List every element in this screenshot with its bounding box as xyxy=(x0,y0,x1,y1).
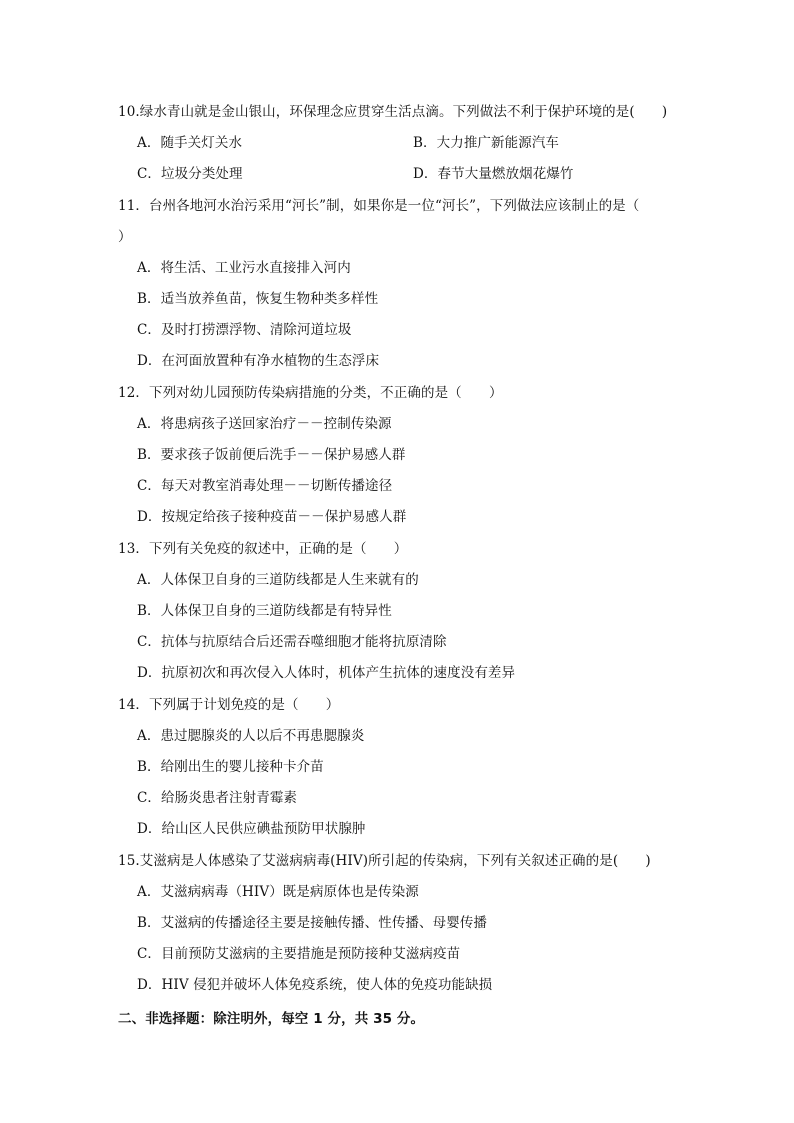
question-10-option-a: A．随手关灯关水 xyxy=(137,135,243,151)
question-15-option-b: B．艾滋病的传播途径主要是接触传播、性传播、母婴传播 xyxy=(137,915,488,931)
question-14-stem: 14．下列属于计划免疫的是（ ） xyxy=(118,697,340,713)
question-13-stem: 13．下列有关免疫的叙述中，正确的是（ ） xyxy=(118,541,408,557)
question-12-stem: 12．下列对幼儿园预防传染病措施的分类，不正确的是（ ） xyxy=(118,385,503,401)
question-14-option-a: A．患过腮腺炎的人以后不再患腮腺炎 xyxy=(137,728,365,744)
question-10-option-d: D．春节大量燃放烟花爆竹 xyxy=(413,166,574,182)
question-11-stem-continued: ） xyxy=(118,229,132,245)
question-15-option-a: A．艾滋病病毒（HIV）既是病原体也是传染源 xyxy=(137,884,419,900)
question-12-option-d: D．按规定给孩子接种疫苗－－保护易感人群 xyxy=(137,509,407,525)
question-14-option-b: B．给刚出生的婴儿接种卡介苗 xyxy=(137,759,324,775)
question-14-option-d: D．给山区人民供应碘盐预防甲状腺肿 xyxy=(137,821,366,837)
question-13-option-a: A．人体保卫自身的三道防线都是人生来就有的 xyxy=(137,572,419,588)
question-15-option-d: D．HIV 侵犯并破坏人体免疫系统，使人体的免疫功能缺损 xyxy=(137,977,493,993)
question-15-stem: 15.艾滋病是人体感染了艾滋病病毒(HIV)所引起的传染病，下列有关叙述正确的是( ) xyxy=(118,853,651,869)
question-12-option-c: C．每天对教室消毒处理－－切断传播途径 xyxy=(137,478,393,494)
question-11-option-b: B．适当放养鱼苗，恢复生物种类多样性 xyxy=(137,291,379,307)
question-10-option-c: C．垃圾分类处理 xyxy=(137,166,243,182)
question-11-option-d: D．在河面放置种有净水植物的生态浮床 xyxy=(137,353,380,369)
section-2-heading: 二、非选择题：除注明外，每空 1 分，共 35 分。 xyxy=(118,1011,425,1027)
question-11-option-c: C．及时打捞漂浮物、清除河道垃圾 xyxy=(137,322,352,338)
question-11-option-a: A．将生活、工业污水直接排入河内 xyxy=(137,260,351,276)
question-13-option-b: B．人体保卫自身的三道防线都是有特异性 xyxy=(137,603,392,619)
question-14-option-c: C．给肠炎患者注射青霉素 xyxy=(137,790,298,806)
question-10-option-b: B．大力推广新能源汽车 xyxy=(413,135,560,151)
question-11-stem: 11．台州各地河水治污采用“河长”制，如果你是一位“河长”，下列做法应该制止的是（ xyxy=(118,198,640,214)
question-10-stem: 10.绿水青山就是金山银山，环保理念应贯穿生活点滴。下列做法不利于保护环境的是( ) xyxy=(118,104,668,120)
question-13-option-c: C．抗体与抗原结合后还需吞噬细胞才能将抗原清除 xyxy=(137,634,447,650)
question-12-option-b: B．要求孩子饭前便后洗手－－保护易感人群 xyxy=(137,447,406,463)
question-12-option-a: A．将患病孩子送回家治疗－－控制传染源 xyxy=(137,416,392,432)
question-13-option-d: D．抗原初次和再次侵入人体时，机体产生抗体的速度没有差异 xyxy=(137,665,516,681)
question-15-option-c: C．目前预防艾滋病的主要措施是预防接种艾滋病疫苗 xyxy=(137,946,461,962)
